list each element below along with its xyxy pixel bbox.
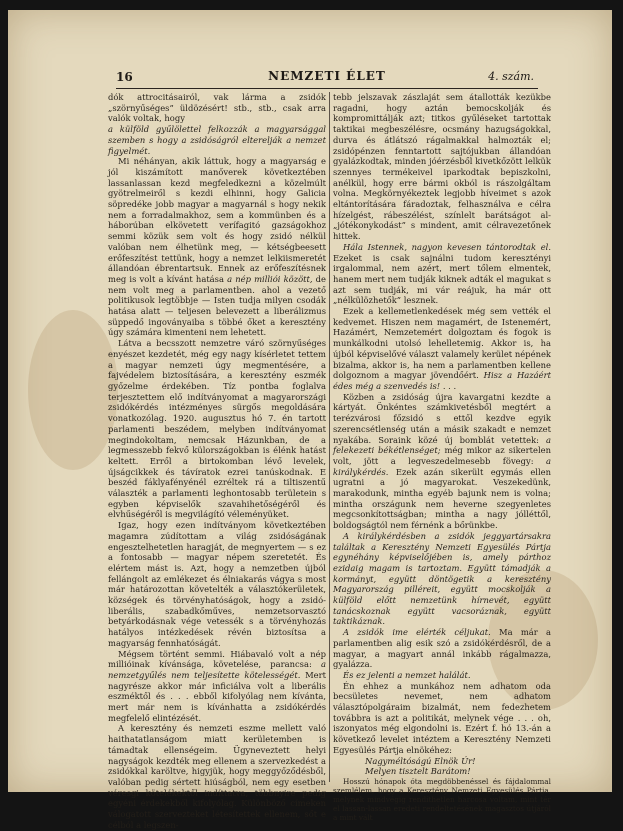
body-text: Ezeket is csak sajnálni tudom keresztényi irgalommal, nem azért, mert tőlem elmentek, hanem mert nem tudják kiknek adták el magukat s azt sem tudják, mi vár reájuk, ha már ott „nélkülözhetők” lesznek. xyxy=(333,252,551,306)
body-text: Ezek azán sikerült egymás ellen ugratni a jó magyarokat. Veszekedünk, marakodunk, mintha egyéb bajunk nem is volna; mintha országunk nem heverne szegyenletes megcsonkítottságban; mintha a nagy jólléttől, boldogságtól nem férnénk a bőrünkbe. xyxy=(333,466,551,531)
body-text: Igaz, hogy ezen indítványom következtében magamra zúdítottam a világ zsidóságának engesztelhetetlen haragját, de megnyertem — s ez a fontosabb — magyar népem szeretetét. És elértem mást is. Azt, hogy a nemzetben újból fellángolt az emlékezet és élniakarás vágya s most már határozottan követelték a választókerületek, községek és törvényhatóságok, hogy a zsidó-liberális, szabadkőműves, nemzetsorvasztó betyárkodásnak vége vetessék s a törvényhozás hatályos intézkedések révén biztosítsa a magyarság fennhatóságát. xyxy=(108,520,326,648)
paragraph xyxy=(333,681,551,756)
italic-text: A királykérdésben a zsidók jeggyartársakra találtak a Keresztény Nemzeti Egyesülés Pártja egynéhány képviselőjében is, amely párthoz ezidaig magam is tartoztam. Együtt támadják a kormányt, együtt döntögetik a keresztény Magyarország pilléreit, együtt mocskolják a külföld előtt nemzetünk hírnevét, együtt tanácskoznak együtt vacsoráznak, együtt taktikáznak. xyxy=(333,530,551,627)
paragraph xyxy=(333,766,551,777)
body-text: Én ehhez a munkához nem adhatom oda becsületes nevemet, nem adhatom választópolgáraim bizalmát, nem fedezhetem továbbra is azt a politikát, melynek vége . . . oh, iszonyatos még elgondolni is. Ezért f. hó 13.-án a következő levelet intéztem a Keresztény Nemzeti Egyesülés Pártja elnökéhez: xyxy=(333,680,551,755)
paragraph xyxy=(333,777,551,822)
body-text: dók attrocitásairól, vak lárma a zsidók „szörnyűséges” üldözésért! stb., stb., csak arra valók voltak, hogy xyxy=(108,92,326,124)
body-text: Mert nagyrésze akkor már inficiálva volt a liberális eszméktől és . . . ebből kifolyólag nem kívánta, mert már nem is kívánhatta a zsidókérdés megfelelő elintézését. xyxy=(108,669,326,723)
italic-text: A zsidók ime elérték céljukat. xyxy=(343,627,491,638)
page-number: 16 xyxy=(116,70,133,84)
paragraph xyxy=(108,649,326,724)
issue-number: 4. szám. xyxy=(488,70,534,83)
italic-text: Hála Istennek, nagyon kevesen tántorodtak el. xyxy=(343,241,551,252)
italic-text: És ez jelenti a nemzet halálát. xyxy=(343,669,471,680)
body-text: Mi néhányan, akik láttuk, hogy a magyarság e jól kiszámított manőverek következtében lassanlassan kezd megfeledkezni a közelmúlt gyötrelmeiről s kezdi elhinni, hogy Galicia söpredéke jobb magyar a magyarnál s hogy nekik nem a forradalmakhoz, sem a kommünben és a háborúban elkövetett verífagitó gazságokhoz semmi közük sem volt és hogy zsidó nélkül valóban nem élhetünk meg, — kétségbeesett erőfeszítést tettünk, hogy a nemzet lelkiismeretét állandóan ébrentartsuk. Ennek az erőfeszítésnek meg is volt a kívánt hatása xyxy=(108,156,326,284)
paper-stain xyxy=(28,310,118,470)
paragraph xyxy=(333,92,551,242)
paragraph xyxy=(108,124,326,156)
masthead-title: NEMZETI ÉLET xyxy=(268,69,386,83)
italic-text: Hisz a Hazáért édes még a szenvedés is! . . . xyxy=(333,370,551,391)
italic-text: a felekezeti békétlenséget; xyxy=(333,434,551,456)
body-text: de nem volt meg a parlamentben. ahol a vezető politikusok legtöbbje — Isten tudja milyen csodák hatása alatt — teljesen belevezett a liberálizmus süppedő ingoványaiba s többé őket a keresztény úgy számára kimenteni nem lehetett. xyxy=(108,273,326,338)
body-text: Nagyméltóságú Elnök Úr! xyxy=(365,755,476,766)
right-column xyxy=(333,92,551,823)
paragraph xyxy=(333,306,551,392)
body-text: Közben a zsidóság újra kavargatni kezdte a kártyát. Önkéntes számkivetésből megtért a terézvárosi főzsidó s ettől kezdve egyik szerencsétlenség után a másik szakadt e nemzet nyakába. Soraink közé új bomblát vetettek: xyxy=(333,391,551,445)
paragraph xyxy=(108,338,326,520)
body-text: Hosszú hónapok óta megdöbbenéssel és fájdalommal szemlélem, hogy a Keresztény Nemzeti Egyesülés Pártja, melynek mindvégig rendíthetlen harcosa voltam, mint tér el lassan-lassan eredeti rendeltetésének magasztos útjáról a mint vált xyxy=(333,777,551,823)
paragraph xyxy=(333,392,551,531)
paragraph xyxy=(333,242,551,306)
paragraph xyxy=(333,531,551,627)
paragraph xyxy=(333,756,551,767)
italic-text: a nép milliói között, xyxy=(227,273,313,284)
body-text: még mikor az sikertelen volt, jött a legveszedelmesebb fövegy: xyxy=(333,445,551,466)
body-text: A keresztény és nemzeti eszme mellett való haithatatlanságom miatt kerületemben is támadtak ellenségeim. Ügyneveztett helyi nagyságok kezdték meg ellenem a szervezkedést a zsidókkal karöltve, higyjük, hogy meggyőződésből, valóban pedig sértett hiúságból, nem egy esetben véresgi kötelékektől indíttatva, többnyire pedig egyéni érdekekből kifolyólag. Különböző címeken válogatott szervezteket létesítettek ellenem, sőt e célból a legszen- xyxy=(108,723,326,830)
italic-text: a királykérdés. xyxy=(333,455,551,477)
newspaper-page xyxy=(8,10,612,830)
body-text: Ezek a kellemetlenkedések még sem vették el kedvemet. Hiszen nem magamért, de Istenemért, Hazámért, Nemzetemért dolgoztam és fogok is munkálkodni utolsó lehelletemig. Akkor is, ha újból képviselővé választ valamely kerület népének bizalma, akkor is, ha nem a parlamentben kellene dolgoznom a magyar jövendőért. xyxy=(333,306,551,381)
body-text: Mégsem történt semmi. Hiábavaló volt a nép millióinak kívánsága, követelése, parancsa: xyxy=(108,648,326,670)
column-divider xyxy=(329,92,330,782)
paragraph xyxy=(108,156,326,338)
body-text: tebb jelszavak zászlaját sem átallották kezükbe ragadni, hogy aztán bemocskolják és kompromittálják azt; titkos gyűléseket tartottak taktikai megbeszélésre, ocsmány hazugságokkal, durva és átlátszó rágalmakkal halmozták el; zsidópénzen fenntartott sajtójukban állandóan gyalázkodtak, minden jóérzésből kivetkőzött lelkük szennyes termékeivel iparkodtak bepiszkolni, anélkül, hogy erre bármi okból is rászolgáltam volna. Megkörnyékeztek legjobb híveimet s azok eltántorítására fáradoztak, felhasználva e célra hízelgést, rábeszélést, színlelt barátságot al- „jótékonykodást” s mindent, amit célravezetőnek hittek. xyxy=(333,92,551,242)
left-column xyxy=(108,92,326,830)
paragraph xyxy=(108,520,326,648)
body-text: Melyen tisztelt Barátom! xyxy=(365,766,471,777)
paragraph xyxy=(108,723,326,830)
paragraph xyxy=(108,92,326,124)
body-text: Látva a becsszott nemzetre váró szörnyűséges enyészet kezdetét, még egy nagy kísérletet tettem a magyar nemzeti úgy megmentésére, a fajvédelem biztosítására, a keresztény eszmék győzelme érdekében. Tíz pontba foglalva terjesztettem elő indítványomat a magyarországi zsidókérdés intézményes sürgős megoldására vonatkozólag. 1920. augusztus hó 7. én tartott parlamenti beszédem, melyben indítványomat megindokoltam, nemcsak Házunkban, de a legmesszebb fekvő külországokban is élénk hatást keltett. Erről a birtokomban lévő levelek, újságcikkek és távíratok ezrei tanúskodnak. E beszéd fáklyafényénél ezréltek rá a tiltiszentű választék a parlamenti leghontosabb területein s egyben képviselők szavahihetőségéről és elvhűségéről is megvilágító véleményüket. xyxy=(108,338,326,520)
paragraph xyxy=(333,627,551,670)
body-text: Ma már a parlamentben alig esik szó a zsidókérdésről, de a magyar, a magyart annál inkább rágalmazza, gyalázza. xyxy=(333,627,551,670)
page-header xyxy=(116,66,538,89)
italic-text: a külföld gyűlölettel felkozzák a magyarsággal szemben s hogy a zsidóságról elterelják a nemzet figyelmét. xyxy=(108,124,326,156)
paragraph xyxy=(333,670,551,681)
italic-text: a nemzetgyűlés nem teljesítette kötelességét. xyxy=(108,659,326,680)
